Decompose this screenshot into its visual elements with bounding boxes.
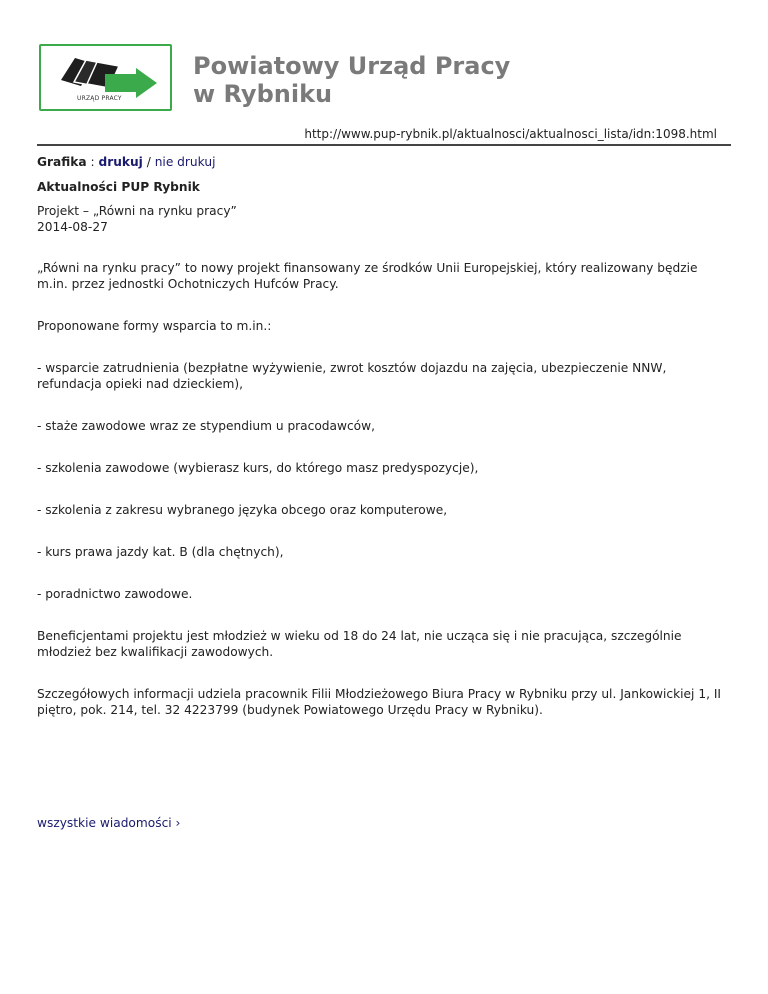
article-date: 2014-08-27 — [37, 220, 108, 234]
article-paragraph: - szkolenia zawodowe (wybierasz kurs, do którego masz predyspozycje), — [37, 461, 479, 475]
all-news-link[interactable]: wszystkie wiadomości › — [37, 816, 181, 830]
article-paragraph: „Równi na rynku pracy” to nowy projekt finansowany ze środków Unii Europejskiej, który realizowany będzie m.in. przez jednostki Ochotniczych Hufców Pracy. — [37, 261, 698, 291]
page — [37, 0, 731, 830]
print-label: Grafika — [37, 155, 87, 169]
header — [37, 0, 731, 146]
article-paragraph: - szkolenia z zakresu wybranego języka obcego oraz komputerowe, — [37, 503, 448, 517]
print-options — [37, 155, 215, 169]
article-title: Projekt – „Równi na rynku pracy” — [37, 204, 237, 218]
logo[interactable] — [39, 44, 172, 111]
print-link[interactable]: drukuj — [98, 155, 143, 169]
logo-caption: URZĄD PRACY — [77, 95, 122, 102]
organization-name-line2: w Rybniku — [193, 80, 333, 108]
article-paragraph: Beneficjentami projektu jest młodzież w wieku od 18 do 24 lat, nie ucząca się i nie pracująca, szczególnie młodzież bez kwalifikacji zawodowych. — [37, 629, 682, 659]
page-url: http://www.pup-rybnik.pl/aktualnosci/aktualnosci_lista/idn:1098.html — [304, 127, 717, 141]
article-paragraph: - poradnictwo zawodowe. — [37, 587, 193, 601]
article-paragraph: - wsparcie zatrudnienia (bezpłatne wyżywienie, zwrot kosztów dojazdu na zajęcia, ubezpieczenie NNW, refundacja opieki nad dzieckiem), — [37, 361, 667, 391]
organization-name-line1: Powiatowy Urząd Pracy — [193, 52, 511, 80]
no-print-link[interactable]: nie drukuj — [154, 155, 216, 169]
article-header — [37, 203, 237, 235]
print-separator: : — [90, 155, 95, 169]
article-paragraph: - kurs prawa jazdy kat. B (dla chętnych), — [37, 545, 284, 559]
article-paragraph: - staże zawodowe wraz ze stypendium u pracodawców, — [37, 419, 375, 433]
print-slash: / — [146, 155, 151, 169]
article-paragraph: Proponowane formy wsparcia to m.in.: — [37, 319, 272, 333]
section-title: Aktualności PUP Rybnik — [37, 180, 200, 194]
organization-name — [193, 52, 510, 108]
article-paragraph: Szczegółowych informacji udziela pracownik Filii Młodzieżowego Biura Pracy w Rybniku przy ul. Jankowickiej 1, II piętro, pok. 214, tel. 32 4223799 (budynek Powiatowego Urzędu Pracy w Rybniku). — [37, 687, 722, 717]
